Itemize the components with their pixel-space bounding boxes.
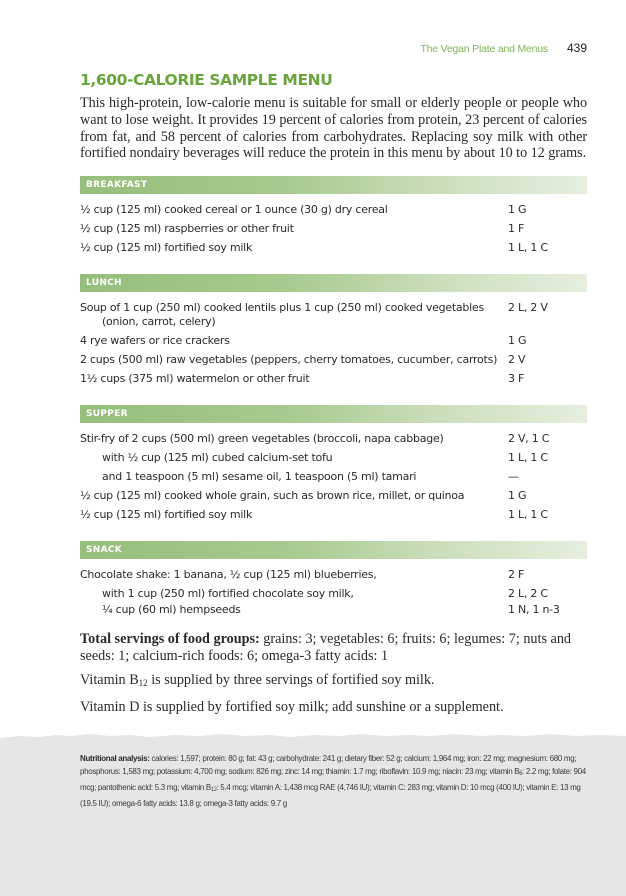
food-description: with ½ cup (125 ml) cubed calcium-set tofu xyxy=(102,451,333,465)
servings: 1 F xyxy=(508,222,525,236)
food-line: Soup of 1 cup (250 ml) cooked lentils plus 1 cup (250 ml) cooked vegetables xyxy=(80,301,484,315)
menu-item xyxy=(80,350,587,369)
servings: 2 L, 2 V xyxy=(508,301,548,315)
food-description xyxy=(80,301,508,329)
servings: 2 V xyxy=(508,353,526,367)
servings: 1 L, 1 C xyxy=(508,508,548,522)
menu-item xyxy=(80,238,587,257)
food-description: ½ cup (125 ml) cooked cereal or 1 ounce (30 g) dry cereal xyxy=(80,203,388,217)
food-description: ½ cup (125 ml) fortified soy milk xyxy=(80,508,253,522)
menu-item xyxy=(80,505,587,524)
servings: 1 L, 1 C xyxy=(508,241,548,255)
vitamin-b12-note xyxy=(80,672,587,692)
total-servings-text: grains: 3; vegetables: 6; fruits: 6; legumes: 7; nuts and seeds: 1; calcium-rich foods: 6; omega-3 fatty acids: 1 xyxy=(80,631,572,664)
servings: — xyxy=(508,470,519,484)
servings: 1 G xyxy=(508,203,527,217)
section-snack xyxy=(80,541,587,619)
menu-item xyxy=(80,448,587,467)
menu-intro: This high-protein, low-calorie menu is suitable for small or elderly people or people who want to lose weight. It provides 19 percent of calories from protein, 23 percent of calories from fat, and 58 percent of calories from carbohydrates. Replacing soy milk with other fortified nondairy beverages will reduce the protein in this menu by about 10 to 12 grams. xyxy=(80,95,587,162)
nutrition-text: : 5.4 mcg; vitamin A: 1,438 mcg RAE (4,746 IU); vitamin C: 283 mg; vitamin D: 10 mcg (400 IU); vitamin E: 13 mg (19.5 IU); omega-6 fatty acids: 13.8 g; omega-3 fatty acids: 9.7 g xyxy=(80,782,581,808)
section-header: SUPPER xyxy=(80,405,587,423)
nutrition-label: Nutritional analysis: xyxy=(80,753,150,763)
menu-item xyxy=(80,565,587,584)
menu-title: 1,600-CALORIE SAMPLE MENU xyxy=(80,71,333,89)
section-supper xyxy=(80,405,587,524)
food-description: ½ cup (125 ml) raspberries or other fruit xyxy=(80,222,294,236)
nutrition-text: calories: 1,597; protein: 80 g; fat: 43 g; carbohydrate: 241 g; dietary fiber: 52 g; calcium: 1,964 mg; iron: 22 mg; magnesium: 680 mg; phosphorus: 1,583 mg; potassium: 4,700 mg; sodium: 826 mg; zinc: 14 mg; thiamin: 1.7 mg; riboflavin: 10.9 mg; niacin: 23 mg; vitamin B xyxy=(80,753,577,776)
nutrition-sub: 6 xyxy=(519,771,523,777)
servings: 1 L, 1 C xyxy=(508,451,548,465)
torn-edge-decoration xyxy=(0,730,626,742)
food-description: ¼ cup (60 ml) hempseeds xyxy=(102,603,241,617)
servings: 3 F xyxy=(508,372,525,386)
servings: 2 L, 2 C xyxy=(508,587,548,601)
menu-content xyxy=(80,70,587,715)
nutrition-text: : 2.2 mg; folate: 904 mcg; pantothenic acid: 5.3 mg; vitamin B xyxy=(80,766,586,792)
nutrition-sub: 12 xyxy=(210,787,217,793)
total-servings-label: Total servings of food groups: xyxy=(80,631,260,648)
servings: 1 G xyxy=(508,334,527,348)
b12-note-sub: 12 xyxy=(138,677,148,688)
menu-item xyxy=(80,486,587,505)
menu-item xyxy=(80,369,587,388)
food-description: 2 cups (500 ml) raw vegetables (peppers, cherry tomatoes, cucumber, carrots) xyxy=(80,353,498,367)
food-description: ½ cup (125 ml) fortified soy milk xyxy=(80,241,253,255)
servings: 1 G xyxy=(508,489,527,503)
page-number: 439 xyxy=(566,41,587,55)
menu-item xyxy=(80,200,587,219)
vitamin-d-note: Vitamin D is supplied by fortified soy milk; add sunshine or a supplement. xyxy=(80,698,504,715)
b12-note-post: is supplied by three servings of fortified soy milk. xyxy=(147,671,435,688)
section-header: SNACK xyxy=(80,541,587,559)
menu-item xyxy=(80,298,587,331)
nutrition-footer xyxy=(0,738,626,896)
menu-item xyxy=(80,467,587,486)
section-breakfast xyxy=(80,176,587,257)
food-description: 4 rye wafers or rice crackers xyxy=(80,334,230,348)
menu-item xyxy=(80,331,587,350)
running-head-title: The Vegan Plate and Menus xyxy=(420,43,548,55)
servings: 2 V, 1 C xyxy=(508,432,550,446)
menu-item xyxy=(80,219,587,238)
section-header: BREAKFAST xyxy=(80,176,587,194)
running-head xyxy=(420,41,587,55)
food-description: Chocolate shake: 1 banana, ½ cup (125 ml) blueberries, xyxy=(80,568,377,582)
servings: 1 N, 1 n-3 xyxy=(508,603,560,617)
food-description: ½ cup (125 ml) cooked whole grain, such as brown rice, millet, or quinoa xyxy=(80,489,465,503)
menu-item xyxy=(80,603,587,619)
section-lunch xyxy=(80,274,587,388)
menu-item xyxy=(80,584,587,603)
food-description: Stir-fry of 2 cups (500 ml) green vegetables (broccoli, napa cabbage) xyxy=(80,432,444,446)
section-header: LUNCH xyxy=(80,274,587,292)
servings: 2 F xyxy=(508,568,525,582)
nutritional-analysis xyxy=(80,752,590,810)
food-description: with 1 cup (250 ml) fortified chocolate soy milk, xyxy=(102,587,354,601)
food-description: and 1 teaspoon (5 ml) sesame oil, 1 teaspoon (5 ml) tamari xyxy=(102,470,417,484)
menu-item xyxy=(80,429,587,448)
total-servings xyxy=(80,631,587,665)
food-description: 1½ cups (375 ml) watermelon or other fruit xyxy=(80,372,310,386)
food-line-continued: (onion, carrot, celery) xyxy=(102,315,216,329)
b12-note-pre: Vitamin B xyxy=(80,671,139,688)
